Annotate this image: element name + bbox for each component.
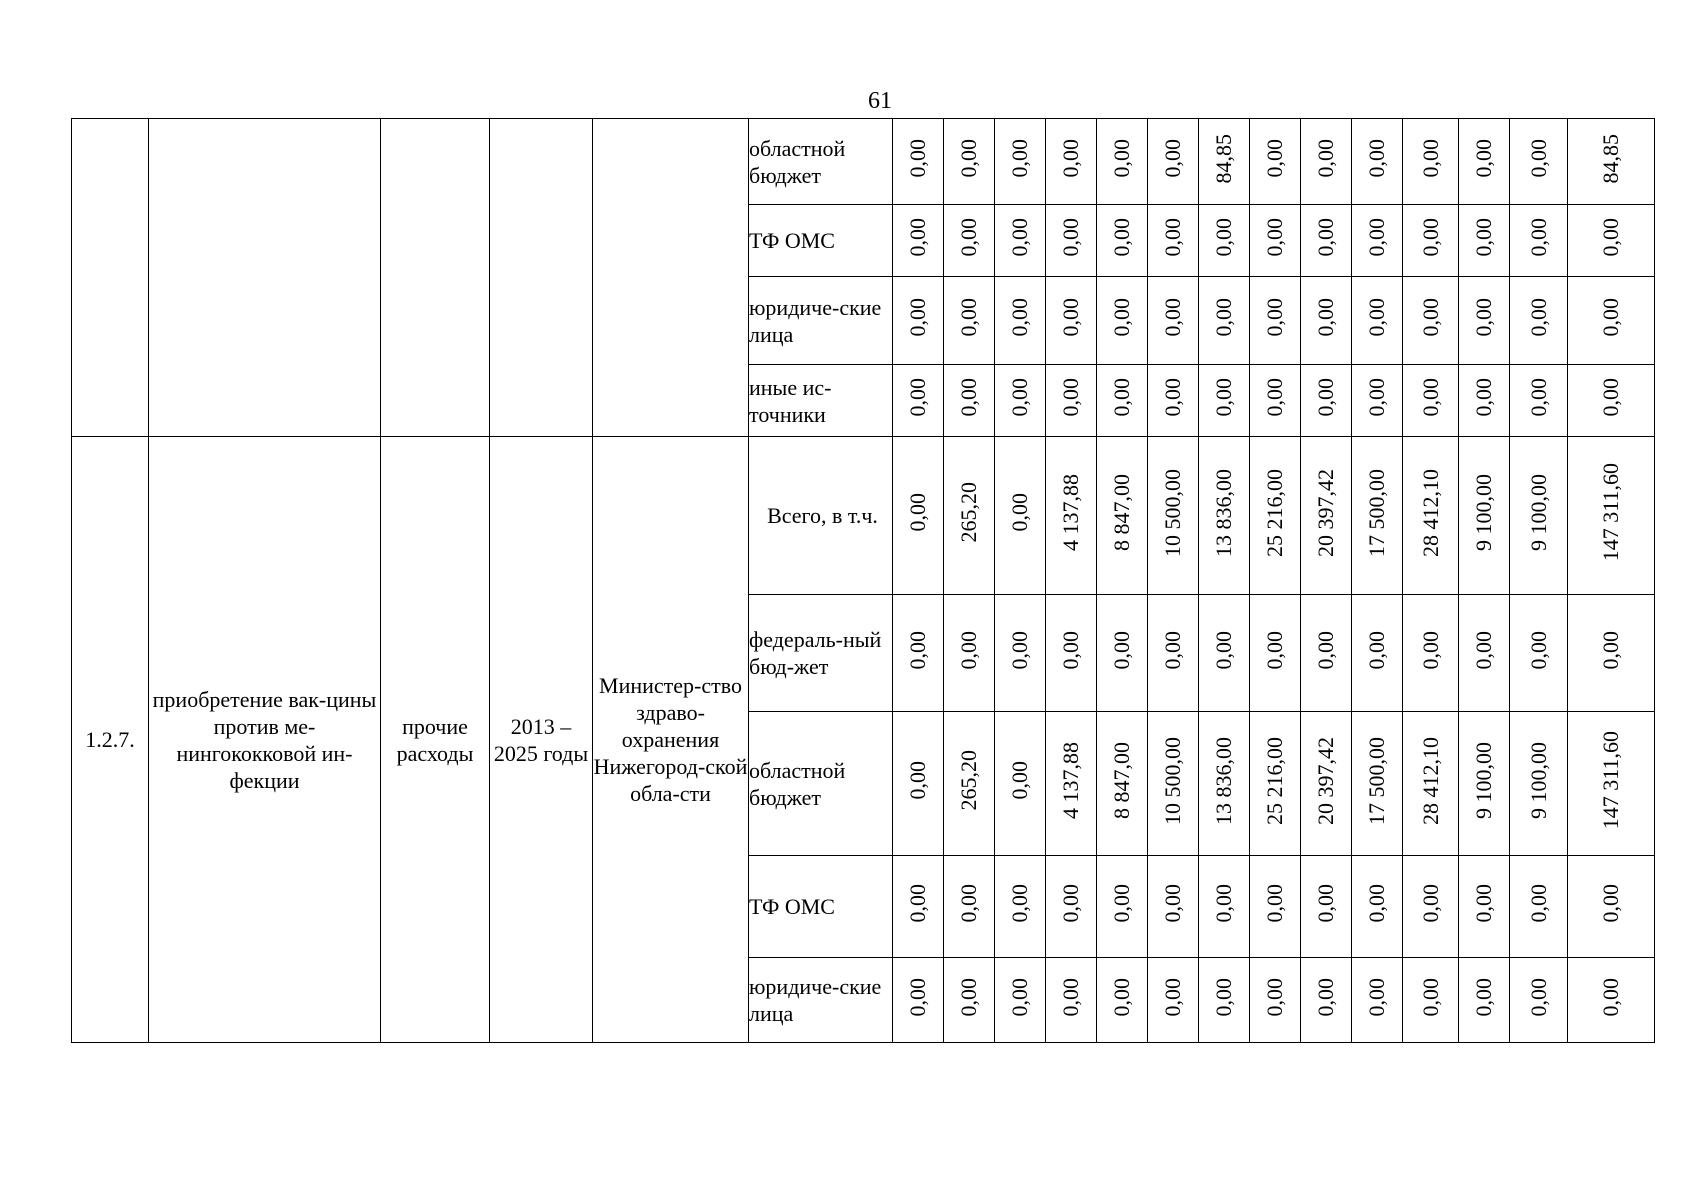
cont-executor-cell	[593, 119, 749, 437]
value-cell-text: 0,00	[1417, 298, 1443, 337]
value-cell-text: 0,00	[905, 218, 930, 257]
value-cell	[1148, 595, 1199, 712]
source-cell-text: юридиче-ские лица	[749, 974, 882, 1026]
table-row	[72, 119, 1655, 205]
value-cell	[1097, 119, 1148, 205]
value-cell	[1199, 595, 1250, 712]
cont-expense-type-cell	[381, 119, 490, 437]
page-number: 61	[868, 88, 892, 114]
value-cell-text: 0,00	[956, 884, 981, 923]
value-cell	[1352, 712, 1403, 856]
source-cell	[749, 365, 893, 437]
value-cell-text: 0,00	[1160, 884, 1185, 923]
value-cell-text: 0,00	[1160, 139, 1185, 178]
value-cell-text: 0,00	[905, 493, 930, 532]
value-cell	[893, 205, 944, 277]
value-cell	[1568, 712, 1655, 856]
source-cell	[749, 712, 893, 856]
value-cell	[944, 958, 995, 1043]
value-cell-text: 147 311,60	[1598, 731, 1623, 830]
source-cell-text: ТФ ОМС	[749, 228, 835, 253]
value-cell-text: 0,00	[1160, 977, 1185, 1017]
value-cell-text: 20 397,42	[1313, 468, 1338, 557]
value-cell	[1148, 365, 1199, 437]
value-cell	[1403, 595, 1459, 712]
value-cell	[1301, 595, 1352, 712]
value-cell	[1510, 365, 1568, 437]
value-cell	[1097, 958, 1148, 1043]
value-cell-text: 0,00	[1525, 884, 1551, 923]
value-cell-text: 0,00	[1160, 630, 1185, 670]
cont-period-cell	[490, 119, 593, 437]
value-cell	[893, 437, 944, 595]
value-cell	[1046, 595, 1097, 712]
value-cell	[1148, 205, 1199, 277]
value-cell-text: 13 836,00	[1211, 736, 1236, 825]
value-cell	[944, 712, 995, 856]
value-cell-text: 0,00	[1471, 139, 1496, 178]
value-cell	[1148, 958, 1199, 1043]
value-cell	[1352, 595, 1403, 712]
value-cell	[1148, 712, 1199, 856]
value-cell	[1250, 277, 1301, 365]
value-cell	[1250, 595, 1301, 712]
value-cell-text: 147 311,60	[1598, 463, 1623, 562]
value-cell-text: 0,00	[1058, 884, 1083, 923]
value-cell	[1459, 856, 1510, 958]
value-cell	[1510, 119, 1568, 205]
value-cell-text: 0,00	[1471, 378, 1496, 417]
value-cell-text: 0,00	[1109, 218, 1134, 257]
value-cell	[1046, 365, 1097, 437]
value-cell	[1459, 595, 1510, 712]
value-cell-text: 0,00	[956, 218, 981, 257]
value-cell	[1046, 119, 1097, 205]
value-cell-text: 0,00	[1471, 218, 1496, 257]
value-cell	[1199, 437, 1250, 595]
value-cell	[1510, 958, 1568, 1043]
source-cell-text: областной бюджет	[749, 135, 846, 188]
value-cell	[1459, 277, 1510, 365]
value-cell	[1403, 712, 1459, 856]
value-cell-text: 0,00	[1109, 139, 1134, 178]
value-cell-text: 0,00	[1598, 977, 1623, 1017]
value-cell-text: 0,00	[1313, 139, 1338, 178]
value-cell	[995, 712, 1046, 856]
value-cell-text: 0,00	[1262, 139, 1287, 178]
cont-description-cell	[149, 119, 381, 437]
value-cell-text: 0,00	[1471, 884, 1496, 923]
value-cell	[995, 365, 1046, 437]
value-cell	[944, 437, 995, 595]
value-cell	[1403, 437, 1459, 595]
value-cell	[1148, 437, 1199, 595]
source-cell-text: Всего, в т.ч.	[767, 503, 878, 528]
value-cell-text: 0,00	[1211, 630, 1236, 670]
value-cell-text: 0,00	[1525, 298, 1551, 337]
value-cell-text: 0,00	[1598, 378, 1623, 417]
item-period-cell	[490, 437, 593, 1043]
value-cell-text: 0,00	[1525, 139, 1551, 178]
value-cell-text: 0,00	[1364, 977, 1389, 1017]
value-cell-text: 0,00	[1598, 630, 1623, 670]
value-cell-text: 0,00	[1211, 218, 1236, 257]
value-cell-text: 0,00	[1160, 218, 1185, 257]
source-cell-text: федераль-ный бюд-жет	[749, 627, 882, 679]
value-cell-text: 0,00	[1313, 298, 1338, 337]
value-cell-text: 9 100,00	[1525, 742, 1551, 819]
value-cell-text: 28 412,10	[1417, 468, 1443, 557]
value-cell-text: 0,00	[1109, 630, 1134, 670]
value-cell	[1046, 205, 1097, 277]
value-cell-text: 4 137,88	[1058, 474, 1083, 551]
cont-number-cell	[72, 119, 149, 437]
value-cell-text: 0,00	[1262, 218, 1287, 257]
value-cell	[1097, 856, 1148, 958]
value-cell-text: 4 137,88	[1058, 742, 1083, 819]
value-cell	[893, 958, 944, 1043]
value-cell-text: 0,00	[1364, 298, 1389, 337]
value-cell	[1250, 958, 1301, 1043]
value-cell-text: 0,00	[1364, 378, 1389, 417]
value-cell	[995, 205, 1046, 277]
value-cell	[1046, 958, 1097, 1043]
value-cell-text: 0,00	[1109, 884, 1134, 923]
value-cell	[1510, 205, 1568, 277]
value-cell	[1459, 958, 1510, 1043]
value-cell	[1301, 856, 1352, 958]
source-cell-text: областной бюджет	[749, 757, 846, 810]
value-cell	[893, 277, 944, 365]
value-cell	[1510, 595, 1568, 712]
value-cell-text: 0,00	[1211, 298, 1236, 337]
value-cell	[1403, 365, 1459, 437]
value-cell-text: 0,00	[1262, 630, 1287, 670]
value-cell	[1250, 712, 1301, 856]
value-cell	[1250, 856, 1301, 958]
value-cell	[1250, 119, 1301, 205]
value-cell	[1046, 277, 1097, 365]
value-cell	[1459, 712, 1510, 856]
item-number-cell-text: 1.2.7.	[85, 727, 135, 752]
value-cell-text: 0,00	[1262, 977, 1287, 1017]
value-cell	[893, 595, 944, 712]
item-period-cell-text: 2013 – 2025 годы	[493, 713, 589, 766]
value-cell-text: 0,00	[1471, 977, 1496, 1017]
value-cell	[1199, 205, 1250, 277]
value-cell-text: 0,00	[1364, 884, 1389, 923]
item-executor-cell	[593, 437, 749, 1043]
value-cell	[1199, 958, 1250, 1043]
value-cell	[1568, 205, 1655, 277]
value-cell-text: 0,00	[1109, 977, 1134, 1017]
value-cell-text: 0,00	[1058, 378, 1083, 417]
value-cell-text: 0,00	[1313, 630, 1338, 670]
value-cell-text: 0,00	[1417, 884, 1443, 923]
value-cell	[1352, 365, 1403, 437]
value-cell-text: 0,00	[1313, 977, 1338, 1017]
value-cell	[1459, 437, 1510, 595]
value-cell	[944, 856, 995, 958]
value-cell	[1301, 958, 1352, 1043]
value-cell-text: 0,00	[1160, 378, 1185, 417]
value-cell-text: 0,00	[1007, 298, 1032, 337]
value-cell-text: 0,00	[1525, 630, 1551, 670]
value-cell-text: 0,00	[1262, 378, 1287, 417]
value-cell-text: 0,00	[1598, 218, 1623, 257]
value-cell-text: 10 500,00	[1160, 736, 1185, 825]
value-cell	[1352, 437, 1403, 595]
source-cell	[749, 595, 893, 712]
value-cell-text: 0,00	[1471, 630, 1496, 670]
value-cell	[1403, 958, 1459, 1043]
value-cell	[1403, 119, 1459, 205]
value-cell-text: 0,00	[905, 977, 930, 1017]
value-cell-text: 0,00	[1211, 884, 1236, 923]
value-cell	[1250, 437, 1301, 595]
value-cell-text: 84,85	[1211, 133, 1236, 184]
value-cell-text: 0,00	[1058, 218, 1083, 257]
value-cell	[995, 119, 1046, 205]
value-cell-text: 84,85	[1598, 133, 1623, 184]
source-cell	[749, 205, 893, 277]
value-cell-text: 8 847,00	[1109, 742, 1134, 819]
value-cell	[1097, 437, 1148, 595]
value-cell	[1199, 365, 1250, 437]
value-cell-text: 17 500,00	[1364, 468, 1389, 557]
value-cell	[893, 119, 944, 205]
value-cell	[1568, 958, 1655, 1043]
source-cell-text: ТФ ОМС	[749, 894, 835, 919]
value-cell-text: 0,00	[1007, 378, 1032, 417]
value-cell-text: 0,00	[905, 378, 930, 417]
value-cell-text: 0,00	[1364, 139, 1389, 178]
value-cell	[1352, 277, 1403, 365]
value-cell-text: 265,20	[956, 482, 981, 543]
value-cell	[1568, 119, 1655, 205]
value-cell	[995, 856, 1046, 958]
value-cell-text: 0,00	[1262, 884, 1287, 923]
value-cell-text: 0,00	[1007, 139, 1032, 178]
value-cell-text: 0,00	[1364, 630, 1389, 670]
value-cell-text: 0,00	[956, 977, 981, 1017]
item-description-cell-text: приобретение вак-цины против ме-нингококковой ин-фекции	[152, 686, 377, 793]
value-cell-text: 0,00	[1417, 630, 1443, 670]
value-cell	[1097, 205, 1148, 277]
value-cell	[1250, 365, 1301, 437]
table-body	[72, 119, 1655, 1043]
value-cell	[1097, 365, 1148, 437]
value-cell	[1568, 437, 1655, 595]
value-cell	[1352, 205, 1403, 277]
value-cell	[1301, 277, 1352, 365]
value-cell	[1510, 437, 1568, 595]
value-cell	[1510, 712, 1568, 856]
source-cell-text: иные ис-точники	[749, 374, 832, 427]
source-cell	[749, 119, 893, 205]
value-cell	[1459, 365, 1510, 437]
value-cell	[995, 437, 1046, 595]
value-cell	[1046, 437, 1097, 595]
value-cell-text: 0,00	[905, 630, 930, 670]
value-cell-text: 0,00	[1058, 630, 1083, 670]
value-cell-text: 28 412,10	[1417, 736, 1443, 825]
value-cell	[1403, 277, 1459, 365]
item-description-cell	[149, 437, 381, 1043]
value-cell-text: 9 100,00	[1471, 474, 1496, 551]
value-cell	[1568, 277, 1655, 365]
value-cell-text: 17 500,00	[1364, 736, 1389, 825]
value-cell	[1568, 856, 1655, 958]
value-cell	[1046, 856, 1097, 958]
value-cell	[1459, 205, 1510, 277]
value-cell-text: 0,00	[1364, 218, 1389, 257]
value-cell	[1403, 205, 1459, 277]
source-cell	[749, 958, 893, 1043]
value-cell-text: 0,00	[1417, 139, 1443, 178]
value-cell-text: 0,00	[1160, 298, 1185, 337]
item-expense-type-cell-text: прочие расходы	[396, 713, 474, 766]
value-cell-text: 0,00	[905, 298, 930, 337]
value-cell-text: 0,00	[1058, 139, 1083, 178]
value-cell	[1352, 958, 1403, 1043]
value-cell	[1148, 856, 1199, 958]
value-cell-text: 0,00	[1313, 378, 1338, 417]
value-cell-text: 0,00	[1525, 378, 1551, 417]
value-cell	[1301, 437, 1352, 595]
value-cell-text: 0,00	[1471, 298, 1496, 337]
value-cell	[893, 856, 944, 958]
value-cell-text: 0,00	[905, 884, 930, 923]
value-cell-text: 25 216,00	[1262, 736, 1287, 825]
source-cell	[749, 437, 893, 595]
value-cell	[1097, 595, 1148, 712]
source-cell	[749, 856, 893, 958]
value-cell-text: 0,00	[1417, 378, 1443, 417]
value-cell-text: 0,00	[1109, 378, 1134, 417]
value-cell	[944, 119, 995, 205]
value-cell	[1199, 277, 1250, 365]
value-cell-text: 0,00	[1109, 298, 1134, 337]
value-cell	[1199, 119, 1250, 205]
value-cell-text: 0,00	[956, 139, 981, 178]
value-cell	[1568, 595, 1655, 712]
value-cell	[1459, 119, 1510, 205]
source-cell-text: юридиче-ские лица	[749, 294, 882, 347]
value-cell-text: 0,00	[1525, 218, 1551, 257]
value-cell-text: 8 847,00	[1109, 474, 1134, 551]
value-cell	[1510, 277, 1568, 365]
value-cell-text: 0,00	[1598, 884, 1623, 923]
value-cell-text: 0,00	[905, 139, 930, 178]
value-cell	[944, 595, 995, 712]
value-cell	[1097, 277, 1148, 365]
value-cell	[1097, 712, 1148, 856]
budget-table	[71, 118, 1655, 1043]
value-cell-text: 9 100,00	[1525, 474, 1551, 551]
value-cell-text: 0,00	[1007, 977, 1032, 1017]
value-cell-text: 0,00	[956, 630, 981, 670]
value-cell-text: 0,00	[1211, 378, 1236, 417]
value-cell	[1510, 856, 1568, 958]
value-cell	[1199, 856, 1250, 958]
value-cell-text: 0,00	[1417, 977, 1443, 1017]
value-cell-text: 0,00	[1007, 884, 1032, 923]
value-cell	[1352, 119, 1403, 205]
value-cell	[1301, 712, 1352, 856]
value-cell-text: 0,00	[1525, 977, 1551, 1017]
value-cell-text: 9 100,00	[1471, 742, 1496, 819]
value-cell-text: 0,00	[1007, 630, 1032, 670]
value-cell	[1352, 856, 1403, 958]
value-cell	[1199, 712, 1250, 856]
value-cell-text: 0,00	[1007, 493, 1032, 532]
value-cell-text: 0,00	[1417, 218, 1443, 257]
value-cell-text: 265,20	[956, 750, 981, 811]
value-cell-text: 0,00	[1313, 218, 1338, 257]
item-number-cell	[72, 437, 149, 1043]
value-cell-text: 0,00	[1262, 298, 1287, 337]
value-cell	[995, 958, 1046, 1043]
value-cell-text: 0,00	[1058, 977, 1083, 1017]
value-cell	[1568, 365, 1655, 437]
value-cell	[1403, 856, 1459, 958]
value-cell	[1148, 119, 1199, 205]
value-cell-text: 0,00	[956, 378, 981, 417]
value-cell	[995, 277, 1046, 365]
value-cell	[1250, 205, 1301, 277]
value-cell-text: 0,00	[1007, 761, 1032, 800]
value-cell	[944, 205, 995, 277]
value-cell	[1301, 205, 1352, 277]
value-cell-text: 0,00	[1007, 218, 1032, 257]
item-executor-cell-text: Министер-ство здраво-охранения Нижегород-ской обла-сти	[593, 673, 748, 806]
value-cell	[893, 365, 944, 437]
value-cell-text: 25 216,00	[1262, 468, 1287, 557]
value-cell-text: 0,00	[1598, 298, 1623, 337]
value-cell	[995, 595, 1046, 712]
value-cell	[1301, 365, 1352, 437]
item-expense-type-cell	[381, 437, 490, 1043]
value-cell-text: 0,00	[1211, 977, 1236, 1017]
value-cell-text: 0,00	[1313, 884, 1338, 923]
value-cell	[1301, 119, 1352, 205]
value-cell-text: 10 500,00	[1160, 468, 1185, 557]
value-cell-text: 0,00	[1058, 298, 1083, 337]
value-cell	[893, 712, 944, 856]
table-row	[72, 437, 1655, 595]
value-cell-text: 0,00	[956, 298, 981, 337]
value-cell	[1046, 712, 1097, 856]
value-cell-text: 0,00	[905, 761, 930, 800]
value-cell	[944, 365, 995, 437]
value-cell-text: 20 397,42	[1313, 736, 1338, 825]
value-cell	[944, 277, 995, 365]
value-cell	[1148, 277, 1199, 365]
source-cell	[749, 277, 893, 365]
value-cell-text: 13 836,00	[1211, 468, 1236, 557]
